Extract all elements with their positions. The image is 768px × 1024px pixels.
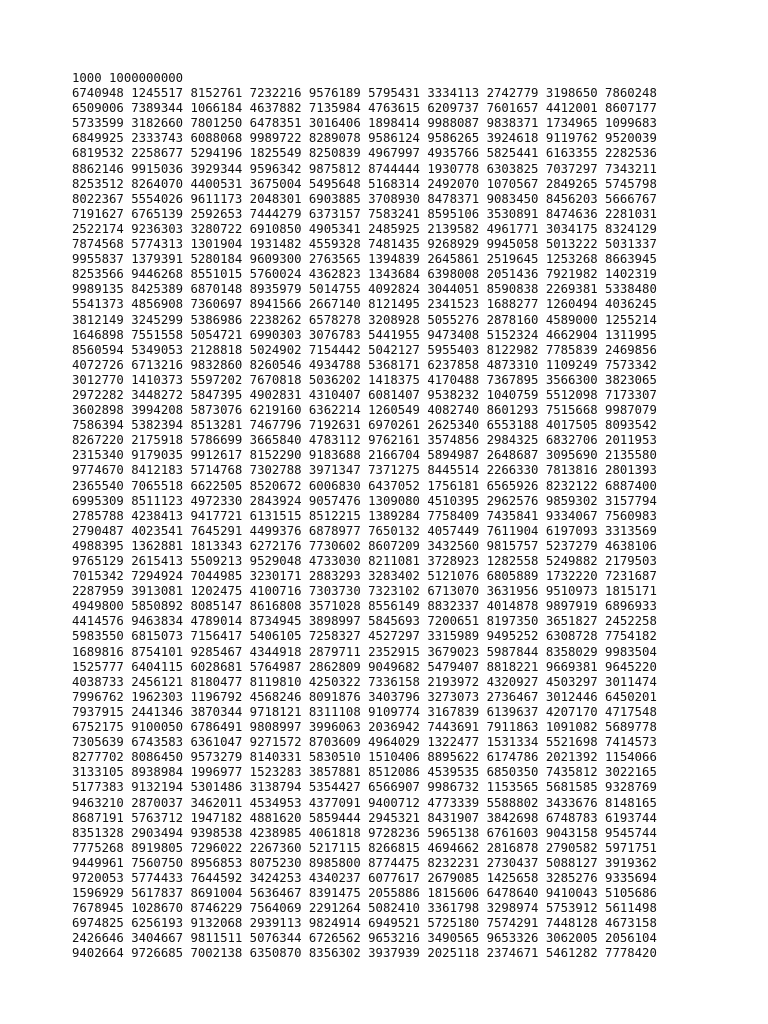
number-row: 9765129 2615413 5509213 9529048 4733030 8211081 3728923 1282558 5249882 2179503 [72, 554, 657, 568]
number-row: 2522174 9236303 3280722 6910850 4905341 2485925 2139582 4961771 3034175 8324129 [72, 221, 657, 236]
number-row: 7015342 7294924 7044985 3230171 2883293 3283402 5121076 6805889 1732220 7231687 [72, 569, 657, 584]
number-row: 2972282 3448272 5847395 4902831 4310407 6081407 9538232 1040759 5512098 7173307 [72, 387, 657, 402]
number-row: 1525777 6404115 6028681 5764987 2862809 9049682 5479407 8818221 9669381 9645220 [72, 659, 657, 674]
number-row: 2287959 3913081 1202475 4100716 7303730 7323102 6713070 3631956 9510973 1815171 [72, 584, 657, 599]
number-row: 8267220 2175918 5786699 3665840 4783112 9762161 3574856 2984325 6832706 2011953 [72, 433, 657, 448]
number-row: 9774670 8412183 5714768 7302788 3971347 7371275 8445514 2266330 7813816 2801393 [72, 463, 657, 478]
number-row: 7775268 8919805 7296022 2267360 5217115 8266815 4694662 2816878 2790582 5971751 [72, 840, 657, 855]
number-row: 7937915 2441346 3870344 9718121 8311108 9109774 3167839 6139637 4207170 4717548 [72, 704, 657, 719]
number-row: 6995309 8511123 4972330 2843924 9057476 1309080 4510395 2962576 9859302 3157794 [72, 493, 657, 508]
number-row: 7678945 1028670 8746229 7564069 2291264 5082410 3361798 3298974 5753912 5611498 [72, 901, 657, 916]
number-row: 4414576 9463834 4789014 8734945 3898997 5845693 7200651 8197350 3651827 2452258 [72, 614, 657, 629]
number-row: 8253512 8264070 4400531 3675004 5495648 5168314 2492070 1070567 2849265 5745798 [72, 176, 657, 191]
number-row: 9402664 9726685 7002138 6350870 8356302 3937939 2025118 2374671 5461282 7778420 [72, 946, 657, 961]
number-row: 9463210 2870037 3462011 4534953 4377091 9400712 4773339 5588802 3433676 8148165 [72, 795, 657, 810]
number-row: 5541373 4856908 7360697 8941566 2667140 8121495 2341523 1688277 1260494 4036245 [72, 297, 657, 312]
number-row: 7874568 5774313 1301904 1931482 4559328 7481435 9268929 9945058 5013222 5031337 [72, 237, 657, 252]
number-row: 2315340 9179035 9912617 8152290 9183688 2166704 5894987 2648687 3095690 2135580 [72, 448, 657, 463]
number-row: 8351328 2903494 9398538 4238985 4061818 9728236 5965138 6761603 9043158 9545744 [72, 825, 657, 840]
number-row: 7996762 1962303 1196792 4568246 8091876 3403796 3273073 2736467 3012446 6450201 [72, 689, 657, 704]
number-row: 5177383 9132194 5301486 3138794 5354427 6566907 9986732 1153565 5681585 9328769 [72, 780, 657, 795]
number-row: 6509006 7389344 1066184 4637882 7135984 4763615 6209737 7601657 4412001 8607177 [72, 101, 657, 116]
number-row: 4072726 6713216 9832860 8260546 4934788 5368171 6237858 4873310 1109249 7573342 [72, 357, 657, 372]
number-row: 9989135 8425389 6870148 8935979 5014755 4092824 3044051 8590838 2269381 5338480 [72, 282, 657, 297]
number-row: 6974825 6256193 9132068 2939113 9824914 6949521 5725180 7574291 7448128 4673158 [72, 916, 657, 931]
number-row: 2790487 4023541 7645291 4499376 6878977 7650132 4057449 7611904 6197093 3313569 [72, 523, 657, 538]
number-row: 7586394 5382394 8513281 7467796 7192631 6970261 2625340 6553188 4017505 8093542 [72, 418, 657, 433]
number-row: 1596929 5617837 8691004 5636467 8391475 2055886 1815606 6478640 9410043 5105686 [72, 886, 657, 901]
header-line: 1000 1000000000 [72, 71, 184, 85]
number-row: 3812149 3245299 5386986 2238262 6578278 3208928 5055276 2878160 4589000 1255214 [72, 312, 657, 327]
number-row: 8560594 5349053 2128818 5024902 7154442 5042127 5955403 8122982 7785839 2469856 [72, 342, 657, 357]
number-row: 9449961 7560750 8956853 8075230 8985800 8774475 8232231 2730437 5088127 3919362 [72, 855, 657, 870]
number-row: 4949800 5850892 8085147 8616808 3571028 8556149 8832337 4014878 9897919 6896933 [72, 599, 657, 614]
number-row: 5733599 3182660 7801250 6478351 3016406 1898414 9988087 9838371 1734965 1099683 [72, 116, 657, 131]
number-row: 1689816 8754101 9285467 4344918 2879711 2352915 3679023 5987844 8358029 9983504 [72, 644, 657, 659]
number-row: 6819532 2258677 5294196 1825549 8250839 4967997 4935766 5825441 6163355 2282536 [72, 146, 657, 161]
number-row: 3012770 1410373 5597202 7670818 5036202 1418375 4170488 7367895 3566300 3823065 [72, 372, 657, 387]
number-row: 6752175 9100050 6786491 9808997 3996063 2036942 7443691 7911863 1091082 5689778 [72, 720, 657, 735]
number-row: 9720053 5774433 7644592 3424253 4340237 6077617 2679085 1425658 3285276 9335694 [72, 870, 657, 885]
number-row: 7191627 6765139 2592653 7444279 6373157 7583241 8595106 3530891 8474636 2281031 [72, 206, 657, 221]
document-page [72, 71, 752, 962]
number-row: 6740948 1245517 8152761 7232216 9576189 5795431 3334113 2742779 3198650 7860248 [72, 86, 657, 101]
number-row: 5983550 6815073 7156417 5406105 7258327 4527297 3315989 9495252 6308728 7754182 [72, 629, 657, 644]
number-row: 2426646 3404667 9811511 5076344 6726562 9653216 3490565 9653326 3062005 2056104 [72, 931, 657, 946]
number-row: 2365540 7065518 6622505 8520672 6006830 6437052 1756181 6565926 8232122 6887400 [72, 478, 657, 493]
number-row: 9955837 1379391 5280184 9609300 2763565 1394839 2645861 2519645 1253268 8663945 [72, 252, 657, 267]
number-rows [72, 86, 752, 961]
number-row: 4988395 1362881 1813343 6272176 7730602 8607209 3432560 9815757 5237279 4638106 [72, 538, 657, 553]
number-row: 8022367 5554026 9611173 2048301 6903885 3708930 8478371 9083450 8456203 5666767 [72, 191, 657, 206]
number-row: 1646898 7551558 5054721 6990303 3076783 5441955 9473408 5152324 4662904 1311995 [72, 327, 657, 342]
number-row: 7305639 6743583 6361047 9271572 8703609 4964029 1322477 1531334 5521698 7414573 [72, 735, 657, 750]
number-row: 2785788 4238413 9417721 6131515 8512215 1389284 7758409 7435841 9334067 7560983 [72, 508, 657, 523]
number-row: 8687191 5763712 1947182 4881620 5859444 2945321 8431907 3842698 6748783 6193744 [72, 810, 657, 825]
number-row: 8277702 8086450 9573279 8140331 5830510 1510406 8895622 6174786 2021392 1154066 [72, 750, 657, 765]
number-row: 3602898 3994208 5873076 6219160 6362214 1260549 4082740 8601293 7515668 9987079 [72, 403, 657, 418]
number-row: 4038733 2456121 8180477 8119810 4250322 7336158 2193972 4320927 4503297 3011474 [72, 674, 657, 689]
number-row: 8862146 9915036 3929344 9596342 9875812 8744444 1930778 6303825 7037297 7343211 [72, 161, 657, 176]
number-row: 6849925 2333743 6088068 9989722 8289078 9586124 9586265 3924618 9119762 9520039 [72, 131, 657, 146]
number-row: 8253566 9446268 8551015 5760024 4362823 1343684 6398008 2051436 7921982 1402319 [72, 267, 657, 282]
number-row: 3133105 8938984 1996977 1523283 3857881 8512086 4539535 6850350 7435812 3022165 [72, 765, 657, 780]
